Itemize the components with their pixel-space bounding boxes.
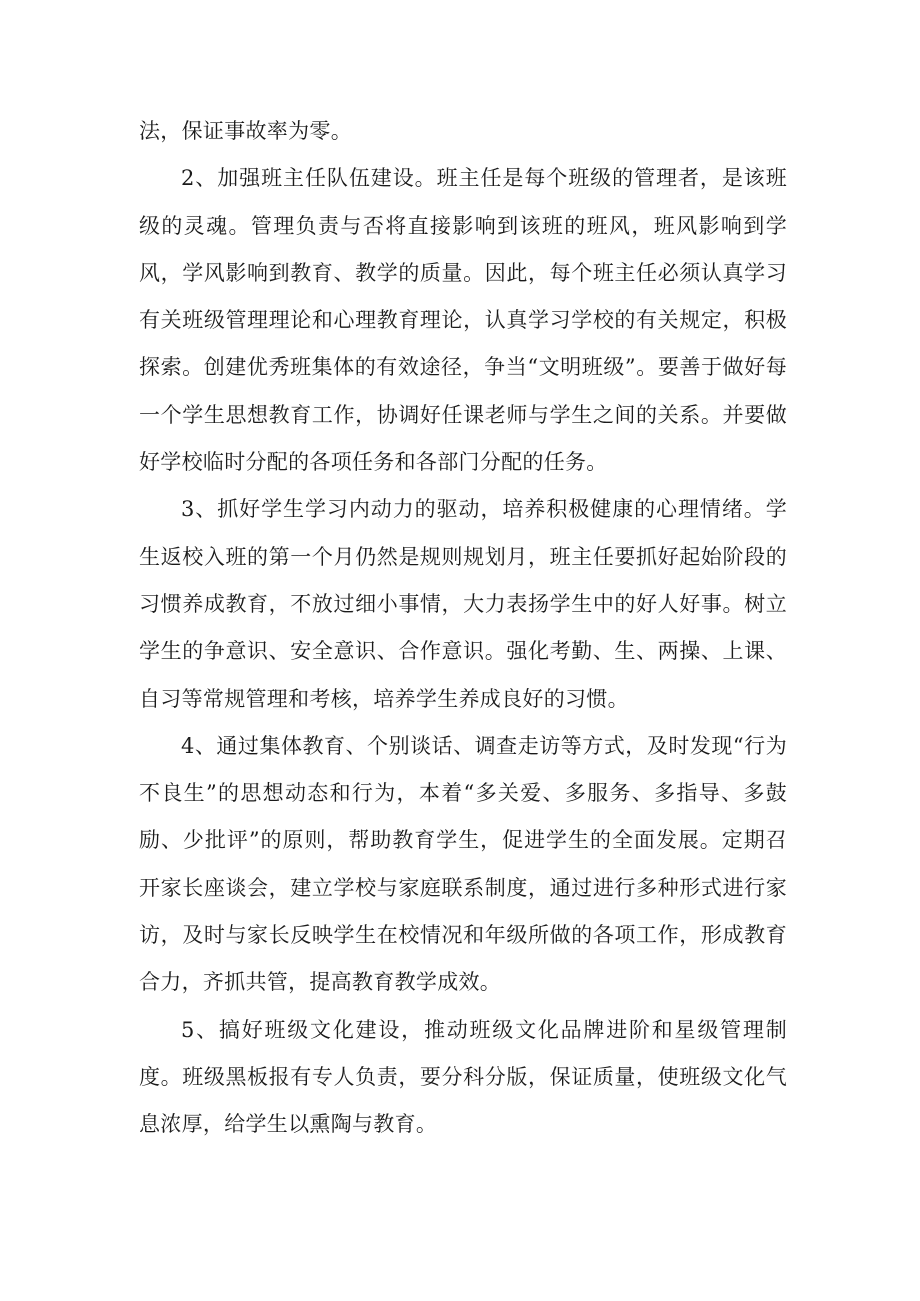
document-body [139, 108, 787, 1149]
paragraph-item-5: 5、搞好班级文化建设，推动班级文化品牌进阶和星级管理制度。班级黑板报有专人负责，要分科分版，保证质量，使班级文化气息浓厚，给学生以熏陶与教育。 [139, 1017, 787, 1137]
paragraph-item-3: 3、抓好学生学习内动力的驱动，培养积极健康的心理情绪。学生返校入班的第一个月仍然是规则规划月，班主任要抓好起始阶段的习惯养成教育，不放过细小事情，大力表扬学生中的好人好事。树立学生的争意识、安全意识、合作意识。强化考勤、生、两操、上课、自习等常规管理和考核，培养学生养成良好的习惯。 [139, 497, 787, 711]
paragraph-continuation: 法，保证事故率为零。 [139, 119, 352, 143]
paragraph-item-2: 2、加强班主任队伍建设。班主任是每个班级的管理者，是该班级的灵魂。管理负责与否将直接影响到该班的班风，班风影响到学风，学风影响到教育、教学的质量。因此，每个班主任必须认真学习有关班级管理理论和心理教育理论，认真学习学校的有关规定，积极探索。创建优秀班集体的有效途径，争当“文明班级”。要善于做好每一个学生思想教育工作，协调好任课老师与学生之间的关系。并要做好学校临时分配的各项任务和各部门分配的任务。 [139, 166, 787, 475]
paragraph-item-4: 4、通过集体教育、个别谈话、调查走访等方式，及时发现“行为不良生”的思想动态和行为，本着“多关爱、多服务、多指导、多鼓励、少批评”的原则，帮助教育学生，促进学生的全面发展。定期召开家长座谈会，建立学校与家庭联系制度，通过进行多种形式进行家访，及时与家长反映学生在校情况和年级所做的各项工作，形成教育合力，齐抓共管，提高教育教学成效。 [139, 733, 787, 995]
